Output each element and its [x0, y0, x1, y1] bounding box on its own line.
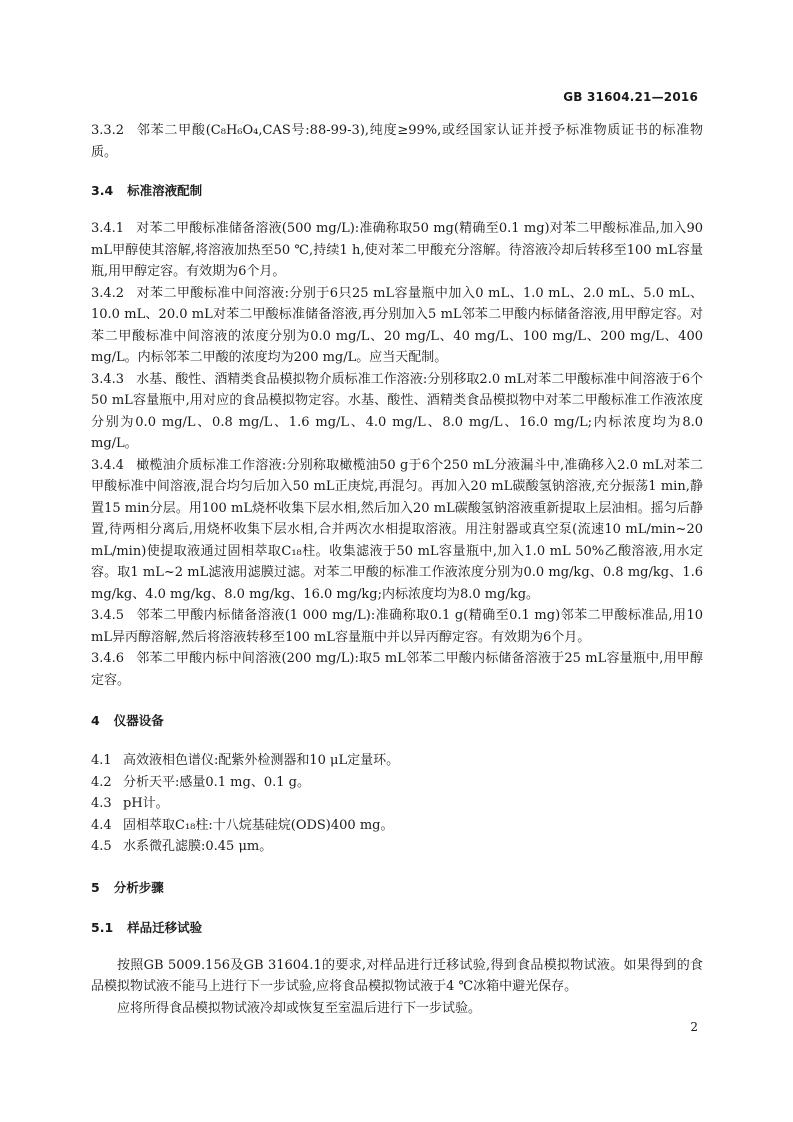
clause-text: 邻苯二甲酸(C₈H₆O₄,CAS号:88-99-3),纯度≥99%,或经国家认证并授予标准物质证书的标准物质。 — [91, 123, 703, 160]
clause-text: 对苯二甲酸标准中间溶液:分别于6只25 mL容量瓶中加入0 mL、1.0 mL、2.0 mL、5.0 mL、10.0 mL、20.0 mL对苯二甲酸标准储备溶液,再分别加入5 mL邻苯二甲酸内标储备溶液,用甲醇定容。对苯二甲酸标准中间溶液的浓度分别为0.0 mg/L、20 mg/L、40 mg/L、100 mg/L、200 mg/L、400 mg/L。内标邻苯二甲酸的浓度均为200 mg/L。应当天配制。 — [91, 285, 703, 365]
clause-number: 3.3.2 — [91, 123, 125, 138]
section-number: 5.1 — [91, 919, 114, 935]
item-number: 4.3 — [91, 796, 112, 811]
list-item — [91, 793, 703, 815]
standard-number-header: GB 31604.21—2016 — [563, 90, 698, 104]
item-number: 4.4 — [91, 817, 112, 833]
section-title: 分析步骤 — [113, 879, 164, 895]
clause-number: 3.4.6 — [91, 651, 125, 666]
section-title: 标准溶液配制 — [127, 183, 203, 198]
section-number: 4 — [91, 713, 100, 728]
clause-number: 3.4.1 — [91, 221, 125, 236]
clause-number: 3.4.3 — [91, 371, 125, 387]
clause-3-4-6 — [91, 648, 703, 691]
equipment-list — [91, 750, 703, 858]
list-item — [91, 750, 703, 772]
page-number: 2 — [690, 1020, 698, 1034]
item-text: 分析天平:感量0.1 mg、0.1 g。 — [123, 774, 310, 790]
section-heading-4 — [91, 710, 703, 731]
clause-number: 3.4.2 — [91, 285, 125, 301]
list-item — [91, 772, 703, 794]
paragraph-5-1-b: 应将所得食品模拟物试液冷却或恢复至室温后进行下一步试验。 — [117, 1000, 482, 1016]
item-number: 4.5 — [91, 839, 112, 854]
clause-3-4-3 — [91, 369, 703, 455]
clause-3-4-2 — [91, 283, 703, 369]
clause-number: 3.4.4 — [91, 457, 125, 473]
clause-3-4-4 — [91, 455, 703, 606]
section-number: 3.4 — [91, 183, 114, 198]
list-item — [91, 836, 703, 858]
section-heading-5 — [91, 877, 703, 898]
section-title: 样品迁移试验 — [127, 919, 203, 935]
paragraph-5-1-a: 按照GB 5009.156及GB 31604.1的要求,对样品进行迁移试验,得到食品模拟物试液。如果得到的食品模拟物试液不能马上进行下一步试验,应将食品模拟物试液于4 ℃冰箱中避光保存。 — [91, 957, 703, 994]
item-text: 固相萃取C₁₈柱:十八烷基硅烷(ODS)400 mg。 — [123, 817, 394, 833]
item-text: 水系微孔滤膜:0.45 μm。 — [123, 839, 273, 854]
page-content — [91, 120, 703, 1019]
section-number: 5 — [91, 879, 100, 895]
item-text: pH计。 — [123, 796, 169, 811]
item-text: 高效液相色谱仪:配紫外检测器和10 μL定量环。 — [123, 753, 400, 768]
clause-3-4-5 — [91, 605, 703, 648]
clause-text: 邻苯二甲酸内标中间溶液(200 mg/L):取5 mL邻苯二甲酸内标储备溶液于25 mL容量瓶中,用甲醇定容。 — [91, 651, 703, 688]
clause-text: 水基、酸性、酒精类食品模拟物介质标准工作溶液:分别移取2.0 mL对苯二甲酸标准中间溶液于6个50 mL容量瓶中,用对应的食品模拟物定容。水基、酸性、酒精类食品模拟物中对苯二甲酸标准工作液浓度分别为0.0 mg/L、0.8 mg/L、1.6 mg/L、4.0 mg/L、8.0 mg/L、16.0 mg/L;内标浓度均为8.0 mg/L。 — [91, 371, 703, 451]
item-number: 4.2 — [91, 774, 112, 790]
clause-3-4-1 — [91, 218, 703, 283]
item-number: 4.1 — [91, 753, 112, 768]
section-heading-5-1 — [91, 917, 703, 938]
clause-text: 邻苯二甲酸内标储备溶液(1 000 mg/L):准确称取0.1 g(精确至0.1 mg)邻苯二甲酸标准品,用10 mL异丙醇溶解,然后将溶液转移至100 mL容量瓶中并以异丙醇定容。有效期为6个月。 — [91, 608, 703, 645]
clause-number: 3.4.5 — [91, 608, 125, 623]
clause-text: 对苯二甲酸标准储备溶液(500 mg/L):准确称取50 mg(精确至0.1 mg)对苯二甲酸标准品,加入90 mL甲醇使其溶解,将溶液加热至50 ℃,持续1 h,使对苯二甲酸充分溶解。待溶液冷却后转移至100 mL容量瓶,用甲醇定容。有效期为6个月。 — [91, 221, 703, 279]
clause-text: 橄榄油介质标准工作溶液:分别称取橄榄油50 g于6个250 mL分液漏斗中,准确移入2.0 mL对苯二甲酸标准中间溶液,混合均匀后加入50 mL正庚烷,再混匀。再加入20 mL碳酸氢钠溶液,充分振荡1 min,静置15 min分层。用100 mL烧杯收集下层水相,然后加入20 mL碳酸氢钠溶液重新提取上层油相。摇匀后静置,待两相分离后,用烧杯收集下层水相,合并两次水相提取溶液。用注射器或真空泵(流速10 mL/min~20 mL/min)使提取液通过固相萃取C₁₈柱。收集滤液于50 mL容量瓶中,加入1.0 mL 50%乙酸溶液,用水定容。取1 mL~2 mL滤液用滤膜过滤。对苯二甲酸的标准工作液浓度分别为0.0 mg/kg、0.8 mg/kg、1.6 mg/kg、4.0 mg/kg、8.0 mg/kg、16.0 mg/kg;内标浓度均为8.0 mg/kg。 — [91, 457, 703, 602]
section-heading-3-4 — [91, 180, 703, 201]
clause-3-3-2 — [91, 120, 703, 163]
section-title: 仪器设备 — [113, 713, 164, 728]
list-item — [91, 815, 703, 837]
